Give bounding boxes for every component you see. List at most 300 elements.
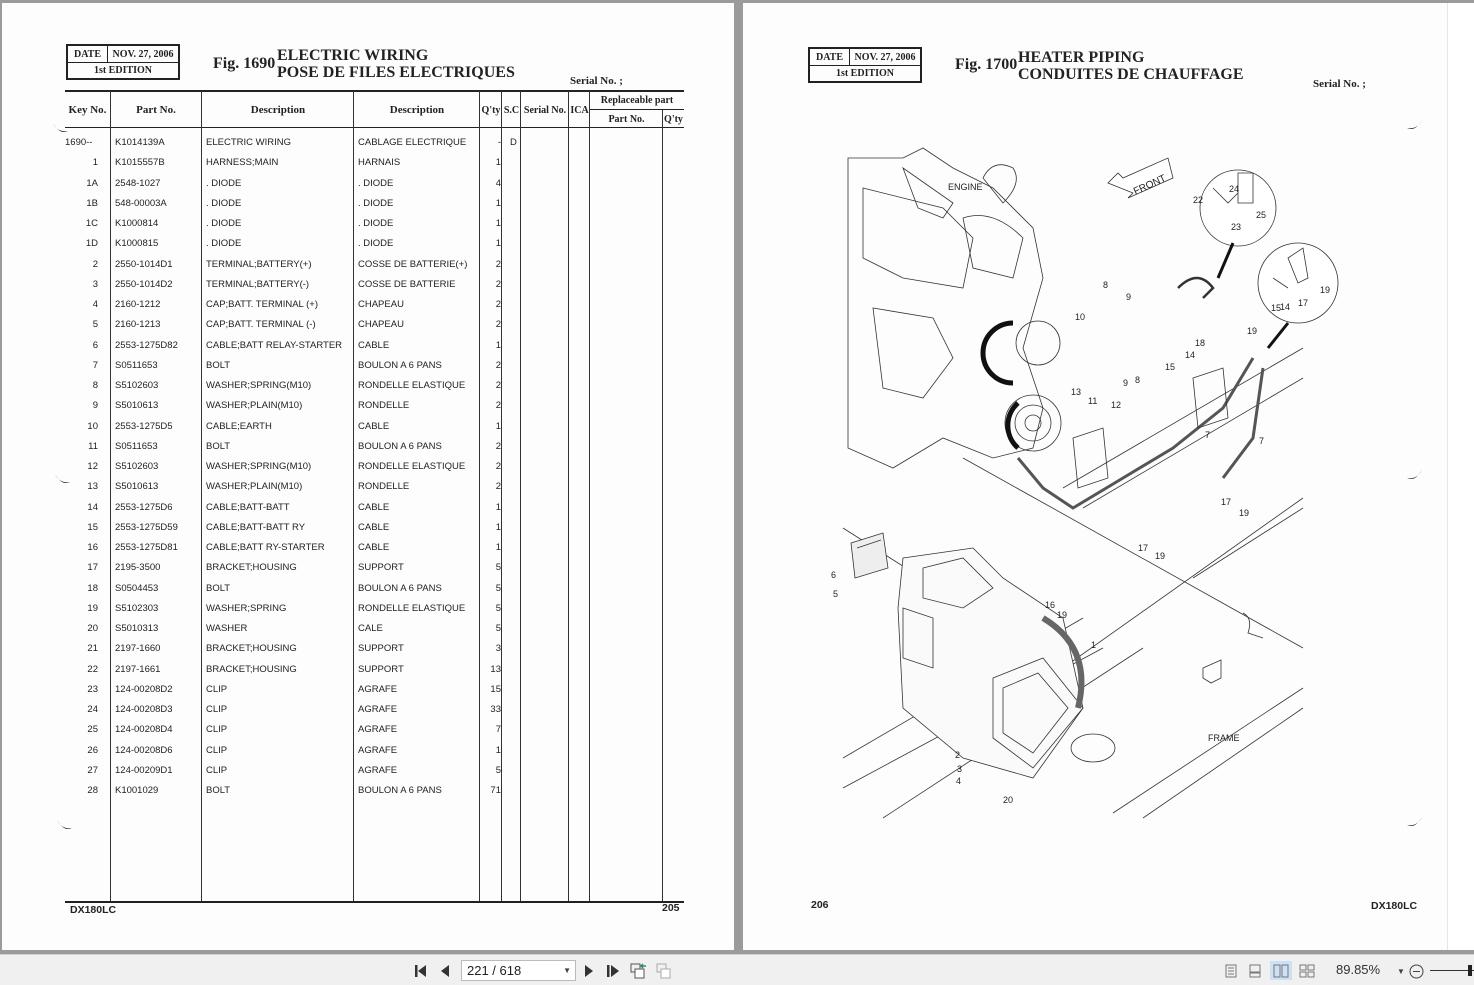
part-no-cell: 2197-1660 (115, 643, 161, 655)
key-no-cell: 1D (85, 238, 98, 250)
table-row (65, 558, 684, 578)
page-206 (743, 3, 1447, 950)
punch-hole-icon (1405, 815, 1425, 829)
key-no-cell: 18 (87, 582, 98, 594)
punch-hole-icon (1405, 468, 1425, 482)
svg-text:6: 6 (831, 570, 837, 580)
key-no-cell: 1C (85, 218, 98, 229)
description-fr-cell: CHAPEAU (358, 319, 404, 331)
description-fr-cell: SUPPORT (358, 562, 404, 574)
part-no-cell: 2550-1014D2 (115, 278, 173, 290)
table-row (65, 356, 684, 376)
description-en-cell: WASHER;PLAIN(M10) (206, 400, 303, 412)
chevron-down-icon[interactable]: ▼ (563, 966, 571, 975)
description-fr-cell: AGRAFE (358, 704, 398, 715)
figure-number: Fig. 1690 (213, 55, 276, 72)
next-page-button[interactable] (582, 963, 596, 979)
qty-cell: 5 (495, 764, 501, 776)
description-en-cell: CAP;BATT. TERMINAL (-) (206, 319, 316, 331)
page-indicator: 221 / 618 (467, 963, 522, 978)
svg-text:2: 2 (955, 750, 961, 760)
svg-text:11: 11 (1088, 396, 1098, 406)
description-fr-cell: AGRAFE (358, 764, 398, 776)
zoom-out-button[interactable] (1408, 963, 1424, 979)
description-en-cell: TERMINAL;BATTERY(+) (206, 258, 312, 270)
table-row (65, 417, 684, 437)
part-no-cell: K1014139A (115, 137, 165, 148)
col-rep-part-no: Part No. (608, 113, 645, 125)
single-page-icon (1225, 964, 1237, 978)
qty-cell: 5 (495, 562, 501, 574)
zoom-out-icon (1409, 964, 1424, 979)
table-row (65, 174, 684, 194)
date-label: DATE (810, 49, 850, 65)
qty-cell: 1 (495, 521, 501, 533)
continuous-icon (1249, 964, 1261, 978)
col-description-en: Description (250, 104, 306, 116)
facing-view-button[interactable] (1270, 961, 1292, 980)
col-description-fr: Description (389, 104, 445, 116)
previous-page-button[interactable] (438, 963, 452, 979)
key-no-cell: 7 (92, 359, 98, 371)
part-no-cell: S5010613 (115, 481, 159, 493)
col-replaceable-part: Replaceable part (590, 92, 684, 110)
previous-page-icon (440, 964, 450, 978)
part-no-cell: 2160-1212 (115, 299, 161, 310)
description-fr-cell: . DIODE (358, 238, 394, 250)
part-no-cell: S0511653 (115, 359, 158, 371)
key-no-cell: 17 (87, 562, 98, 574)
qty-cell: 1 (495, 744, 501, 756)
footer-page-number: 205 (662, 902, 680, 914)
qty-cell: 13 (490, 663, 501, 675)
table-row (65, 781, 684, 801)
previous-view-button[interactable] (630, 963, 648, 979)
qty-cell: 7 (495, 724, 501, 736)
description-en-cell: WASHER;SPRING(M10) (206, 380, 312, 391)
punch-hole-icon (52, 472, 72, 486)
next-view-icon (656, 963, 674, 979)
table-row (65, 234, 684, 254)
part-no-cell: S0504453 (115, 582, 159, 594)
qty-cell: 2 (495, 278, 501, 290)
part-no-cell: 2553-1275D81 (115, 542, 178, 553)
title-fr: POSE DE FILES ELECTRIQUES (277, 64, 515, 81)
qty-cell: 4 (495, 177, 501, 189)
key-no-cell: 1690-- (65, 137, 93, 148)
date-label: DATE (68, 46, 108, 62)
part-no-cell: 2197-1661 (115, 663, 161, 675)
diagram-label-engine: ENGINE (948, 182, 983, 192)
table-row (65, 295, 684, 315)
part-no-cell: 2553-1275D59 (115, 521, 178, 533)
part-no-cell: K1000814 (115, 218, 159, 229)
description-fr-cell: RONDELLE (358, 400, 410, 412)
qty-cell: 2 (495, 380, 501, 391)
svg-text:8: 8 (1135, 375, 1141, 385)
table-row (65, 741, 684, 761)
svg-text:19: 19 (1155, 551, 1166, 561)
table-row (65, 275, 684, 295)
key-no-cell: 2 (92, 258, 98, 270)
table-row (65, 518, 684, 538)
description-fr-cell: RONDELLE ELASTIQUE (358, 380, 466, 391)
key-no-cell: 20 (87, 623, 98, 634)
first-page-button[interactable] (413, 963, 429, 979)
part-no-cell: 124-00208D4 (115, 724, 173, 736)
diagram-label-frame: FRAME (1208, 733, 1240, 743)
table-row (65, 255, 684, 275)
punch-hole-icon (1405, 118, 1425, 132)
description-en-cell: CAP;BATT. TERMINAL (+) (206, 299, 318, 310)
heater-piping-diagram (831, 148, 1331, 818)
key-no-cell: 11 (88, 440, 98, 452)
table-row (65, 437, 684, 457)
zoom-level[interactable]: 89.85% (1336, 962, 1381, 977)
description-en-cell: BRACKET;HOUSING (206, 663, 297, 675)
continuous-facing-icon (1299, 964, 1315, 978)
first-page-icon (414, 964, 428, 978)
svg-text:13: 13 (1071, 387, 1082, 397)
table-row (65, 477, 684, 497)
facing-icon (1273, 964, 1289, 978)
qty-cell: 71 (490, 785, 501, 796)
description-fr-cell: CABLAGE ELECTRIQUE (358, 137, 467, 148)
qty-cell: 5 (495, 582, 501, 594)
description-fr-cell: BOULON A 6 PANS (358, 582, 442, 594)
key-no-cell: 21 (87, 643, 98, 655)
table-bottom-rule (65, 901, 684, 903)
part-no-cell: 2553-1275D5 (115, 420, 173, 432)
last-page-button[interactable] (605, 963, 621, 979)
qty-cell: 1 (495, 218, 501, 229)
description-en-cell: . DIODE (206, 177, 242, 189)
table-row (65, 498, 684, 518)
part-no-cell: 124-00208D2 (115, 683, 173, 695)
edition: 1st EDITION (93, 65, 153, 76)
next-page-icon (584, 964, 594, 978)
part-no-cell: S5102603 (115, 380, 159, 391)
description-fr-cell: . DIODE (358, 218, 394, 229)
description-fr-cell: . DIODE (358, 197, 394, 209)
continuous-view-button[interactable] (1244, 961, 1266, 980)
qty-cell: 3 (495, 643, 501, 655)
svg-text:7: 7 (1259, 436, 1265, 446)
title-en: HEATER PIPING (1018, 49, 1145, 66)
key-no-cell: 15 (87, 521, 98, 533)
punch-hole-icon (50, 121, 70, 135)
table-row (65, 396, 684, 416)
qty-cell: 1 (495, 420, 501, 432)
last-page-icon (606, 964, 620, 978)
description-en-cell: CABLE;BATT RELAY-STARTER (206, 339, 343, 351)
table-row (65, 680, 684, 700)
svg-text:7: 7 (1205, 430, 1211, 440)
serial-label: Serial No. ; (1313, 78, 1366, 90)
key-no-cell: 1 (92, 157, 98, 169)
part-no-cell: S5102603 (115, 461, 159, 472)
figure-number: Fig. 1700 (955, 56, 1018, 73)
description-en-cell: WASHER;PLAIN(M10) (206, 481, 303, 493)
description-fr-cell: AGRAFE (358, 724, 398, 736)
svg-text:10: 10 (1075, 312, 1086, 322)
svg-text:3: 3 (957, 764, 963, 774)
zoom-slider-handle[interactable] (1468, 965, 1472, 976)
description-en-cell: CLIP (206, 683, 228, 695)
key-no-cell: 12 (87, 461, 98, 472)
table-row (65, 599, 684, 619)
col-qty: Q'ty (481, 104, 501, 116)
key-no-cell: 27 (87, 764, 98, 776)
col-key-no: Key No. (68, 104, 107, 116)
continuous-facing-view-button[interactable] (1296, 961, 1318, 980)
qty-cell: 2 (495, 400, 501, 412)
description-fr-cell: SUPPORT (358, 663, 404, 675)
qty-cell: 1 (495, 501, 501, 513)
part-no-cell: 2195-3500 (115, 562, 161, 574)
svg-text:9: 9 (1123, 378, 1129, 388)
key-no-cell: 28 (87, 785, 98, 796)
svg-text:1: 1 (1091, 640, 1097, 650)
table-row (65, 336, 684, 356)
description-en-cell: WASHER (206, 623, 248, 634)
punch-hole-icon (54, 818, 74, 832)
qty-cell: 5 (495, 602, 501, 614)
description-fr-cell: AGRAFE (358, 744, 398, 756)
qty-cell: 2 (495, 299, 501, 310)
table-row (65, 761, 684, 781)
key-no-cell: 3 (92, 278, 98, 290)
table-row (65, 376, 684, 396)
table-row (65, 133, 684, 153)
part-no-cell: 2553-1275D82 (115, 339, 178, 351)
description-fr-cell: RONDELLE ELASTIQUE (358, 461, 466, 472)
description-en-cell: . DIODE (206, 197, 242, 209)
col-rep-qty: Q'ty (664, 113, 683, 125)
col-part-no: Part No. (136, 104, 176, 116)
part-no-cell: 124-00208D6 (115, 744, 173, 756)
qty-cell: - (497, 137, 501, 148)
qty-cell: 2 (495, 359, 501, 371)
part-no-cell: K1015557B (115, 157, 165, 169)
footer-page-number: 206 (811, 899, 829, 911)
page-205 (2, 3, 734, 950)
svg-text:14: 14 (1185, 350, 1196, 360)
description-fr-cell: RONDELLE ELASTIQUE (358, 602, 466, 614)
table-row (65, 194, 684, 214)
part-no-cell: S0511653 (115, 440, 158, 452)
description-en-cell: BOLT (206, 582, 231, 594)
description-en-cell: HARNESS;MAIN (206, 157, 279, 169)
description-fr-cell: HARNAIS (358, 157, 401, 169)
svg-text:14: 14 (1280, 302, 1291, 312)
description-fr-cell: SUPPORT (358, 643, 404, 655)
key-no-cell: 13 (87, 481, 98, 493)
svg-text:17: 17 (1221, 497, 1232, 507)
description-fr-cell: RONDELLE (358, 481, 410, 493)
description-en-cell: WASHER;SPRING(M10) (206, 461, 312, 472)
description-fr-cell: CABLE (358, 501, 390, 513)
svg-text:15: 15 (1271, 303, 1282, 313)
description-en-cell: CABLE;BATT-BATT RY (206, 521, 306, 533)
qty-cell: 2 (495, 319, 501, 331)
svg-text:8: 8 (1103, 280, 1109, 290)
description-fr-cell: CHAPEAU (358, 299, 404, 310)
key-no-cell: 24 (87, 704, 98, 715)
col-serial-no: Serial No. (523, 104, 567, 116)
table-row (65, 457, 684, 477)
edition: 1st EDITION (835, 68, 895, 79)
svg-text:19: 19 (1239, 508, 1250, 518)
svg-text:19: 19 (1320, 285, 1331, 295)
table-row (65, 214, 684, 234)
svg-text:25: 25 (1256, 210, 1267, 220)
part-no-cell: K1000815 (115, 238, 159, 250)
key-no-cell: 19 (87, 602, 98, 614)
key-no-cell: 8 (92, 380, 98, 391)
page-edge (1447, 3, 1474, 950)
svg-text:15: 15 (1165, 362, 1176, 372)
qty-cell: 2 (495, 461, 501, 472)
svg-text:4: 4 (956, 776, 962, 786)
table-row (65, 538, 684, 558)
zoom-dropdown-icon[interactable]: ▼ (1397, 966, 1405, 976)
description-en-cell: CABLE;BATT RY-STARTER (206, 542, 325, 553)
qty-cell: 2 (495, 258, 501, 270)
part-no-cell: S5102303 (115, 602, 159, 614)
table-row (65, 639, 684, 659)
next-view-button[interactable] (656, 963, 674, 979)
key-no-cell: 26 (87, 744, 98, 756)
table-row (65, 619, 684, 639)
qty-cell: 1 (495, 157, 501, 169)
part-no-cell: 2548-1027 (115, 177, 161, 189)
svg-text:22: 22 (1193, 195, 1204, 205)
key-no-cell: 5 (92, 319, 98, 331)
key-no-cell: 10 (87, 420, 98, 432)
description-en-cell: CLIP (206, 764, 228, 776)
table-row (65, 579, 684, 599)
svg-text:17: 17 (1298, 298, 1309, 308)
description-fr-cell: CABLE (358, 420, 390, 432)
diagram-label-front: FRONT (1132, 172, 1168, 198)
table-row (65, 315, 684, 335)
date-box (808, 47, 922, 83)
key-no-cell: 14 (87, 501, 98, 513)
key-no-cell: 1B (86, 197, 98, 209)
svg-text:23: 23 (1231, 222, 1242, 232)
qty-cell: 2 (495, 440, 501, 452)
part-no-cell: 124-00209D1 (115, 764, 173, 776)
qty-cell: 1 (495, 238, 501, 250)
svg-text:9: 9 (1126, 292, 1132, 302)
date-box (66, 44, 180, 80)
part-no-cell: 2160-1213 (115, 319, 161, 331)
key-no-cell: 22 (87, 663, 98, 675)
part-no-cell: S5010613 (115, 400, 159, 412)
key-no-cell: 16 (87, 542, 98, 553)
footer-model: DX180LC (1371, 900, 1418, 912)
key-no-cell: 25 (87, 724, 98, 736)
key-no-cell: 1A (86, 177, 98, 189)
description-fr-cell: BOULON A 6 PANS (358, 359, 442, 371)
description-fr-cell: CABLE (358, 521, 390, 533)
table-row (65, 700, 684, 720)
table-row (65, 153, 684, 173)
title-en: ELECTRIC WIRING (277, 47, 429, 64)
description-en-cell: CABLE;EARTH (206, 420, 272, 432)
qty-cell: 33 (490, 704, 501, 715)
serial-label: Serial No. ; (570, 75, 623, 87)
description-fr-cell: CABLE (358, 339, 390, 351)
qty-cell: 5 (495, 623, 501, 634)
description-fr-cell: . DIODE (358, 177, 394, 189)
description-en-cell: TERMINAL;BATTERY(-) (206, 278, 310, 290)
description-en-cell: ELECTRIC WIRING (206, 137, 291, 148)
svg-text:12: 12 (1111, 400, 1122, 410)
key-no-cell: 4 (92, 299, 98, 310)
qty-cell: 1 (495, 197, 501, 209)
col-sc: S.C (503, 104, 520, 116)
description-fr-cell: AGRAFE (358, 683, 398, 695)
qty-cell: 2 (495, 481, 501, 493)
qty-cell: 1 (495, 339, 501, 351)
part-no-cell: 124-00208D3 (115, 704, 173, 715)
key-no-cell: 23 (87, 683, 98, 695)
footer-model: DX180LC (70, 904, 117, 916)
description-en-cell: . DIODE (206, 218, 242, 229)
description-en-cell: CLIP (206, 724, 228, 736)
description-en-cell: BRACKET;HOUSING (206, 643, 297, 655)
description-en-cell: CLIP (206, 744, 228, 756)
description-fr-cell: BOULON A 6 PANS (358, 440, 442, 452)
key-no-cell: 6 (92, 339, 98, 351)
description-fr-cell: COSSE DE BATTERIE (358, 278, 456, 290)
svg-text:5: 5 (833, 589, 839, 599)
svg-text:18: 18 (1195, 338, 1206, 348)
part-no-cell: 2553-1275D6 (115, 501, 173, 513)
description-fr-cell: COSSE DE BATTERIE(+) (358, 258, 468, 270)
description-fr-cell: CALE (358, 623, 383, 634)
date-value: NOV. 27, 2006 (854, 52, 916, 63)
date-value: NOV. 27, 2006 (112, 49, 174, 60)
part-no-cell: K1001029 (115, 785, 159, 796)
svg-text:24: 24 (1229, 184, 1240, 194)
part-no-cell: 2550-1014D1 (115, 258, 173, 270)
table-row (65, 720, 684, 740)
svg-text:19: 19 (1057, 610, 1068, 620)
description-en-cell: BOLT (206, 440, 231, 452)
description-en-cell: . DIODE (206, 238, 242, 250)
part-no-cell: 548-00003A (115, 197, 167, 209)
description-fr-cell: CABLE (358, 542, 390, 553)
single-page-view-button[interactable] (1220, 961, 1242, 980)
description-en-cell: CABLE;BATT-BATT (206, 501, 290, 513)
description-en-cell: CLIP (206, 704, 228, 715)
table-row (65, 660, 684, 680)
description-en-cell: BRACKET;HOUSING (206, 562, 297, 574)
part-no-cell: S5010313 (115, 623, 159, 634)
description-fr-cell: BOULON A 6 PANS (358, 785, 442, 796)
navigation-toolbar (0, 954, 1474, 985)
description-en-cell: WASHER;SPRING (206, 602, 287, 614)
svg-text:20: 20 (1003, 795, 1014, 805)
qty-cell: 15 (490, 683, 501, 695)
page-number-input[interactable] (461, 960, 576, 981)
table-header (65, 90, 684, 128)
svg-text:16: 16 (1045, 600, 1056, 610)
sc-cell: D (510, 137, 517, 148)
